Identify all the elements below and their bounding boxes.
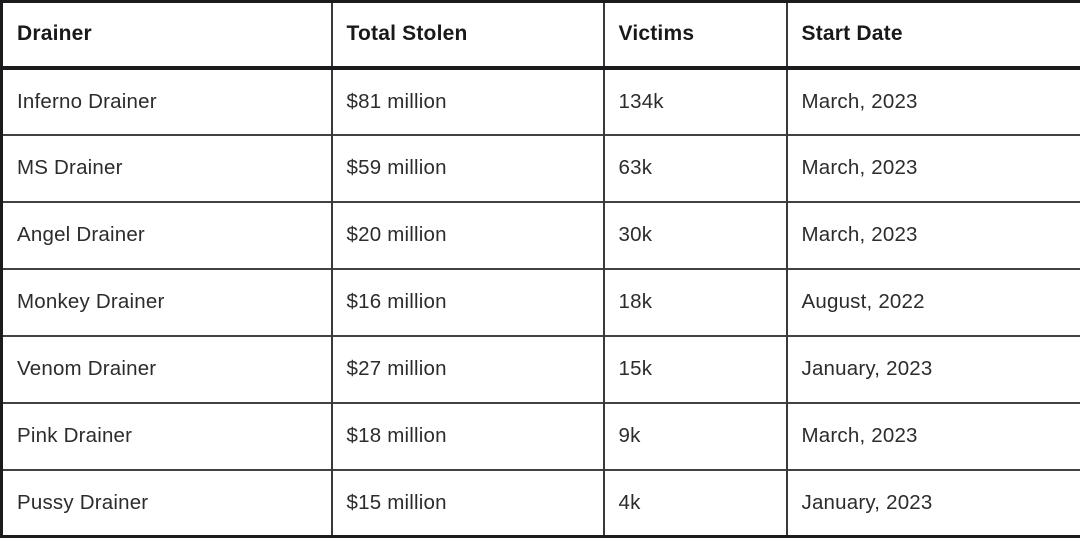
cell-start-date: March, 2023 — [787, 135, 1080, 202]
cell-total-stolen: $20 million — [332, 202, 604, 269]
cell-victims: 15k — [604, 336, 787, 403]
cell-drainer: Inferno Drainer — [2, 68, 332, 135]
cell-total-stolen: $27 million — [332, 336, 604, 403]
cell-total-stolen: $59 million — [332, 135, 604, 202]
cell-victims: 134k — [604, 68, 787, 135]
cell-victims: 30k — [604, 202, 787, 269]
table-row — [2, 135, 1080, 202]
cell-drainer: Pussy Drainer — [2, 470, 332, 537]
cell-total-stolen: $18 million — [332, 403, 604, 470]
cell-victims: 9k — [604, 403, 787, 470]
cell-drainer: Pink Drainer — [2, 403, 332, 470]
column-header-drainer: Drainer — [2, 2, 332, 68]
cell-start-date: March, 2023 — [787, 68, 1080, 135]
cell-total-stolen: $15 million — [332, 470, 604, 537]
table-row — [2, 403, 1080, 470]
table-header-row — [2, 2, 1080, 68]
cell-total-stolen: $81 million — [332, 68, 604, 135]
table-header — [2, 2, 1080, 68]
column-header-victims: Victims — [604, 2, 787, 68]
column-header-start-date: Start Date — [787, 2, 1080, 68]
cell-start-date: March, 2023 — [787, 202, 1080, 269]
cell-drainer: Monkey Drainer — [2, 269, 332, 336]
cell-start-date: August, 2022 — [787, 269, 1080, 336]
table-row — [2, 202, 1080, 269]
cell-start-date: January, 2023 — [787, 470, 1080, 537]
column-header-total-stolen: Total Stolen — [332, 2, 604, 68]
table-row — [2, 269, 1080, 336]
table-row — [2, 336, 1080, 403]
cell-drainer: Angel Drainer — [2, 202, 332, 269]
cell-drainer: Venom Drainer — [2, 336, 332, 403]
cell-total-stolen: $16 million — [332, 269, 604, 336]
cell-victims: 63k — [604, 135, 787, 202]
cell-start-date: January, 2023 — [787, 336, 1080, 403]
table-row — [2, 68, 1080, 135]
cell-victims: 18k — [604, 269, 787, 336]
cell-start-date: March, 2023 — [787, 403, 1080, 470]
table-body — [2, 68, 1080, 537]
table-row — [2, 470, 1080, 537]
cell-drainer: MS Drainer — [2, 135, 332, 202]
cell-victims: 4k — [604, 470, 787, 537]
